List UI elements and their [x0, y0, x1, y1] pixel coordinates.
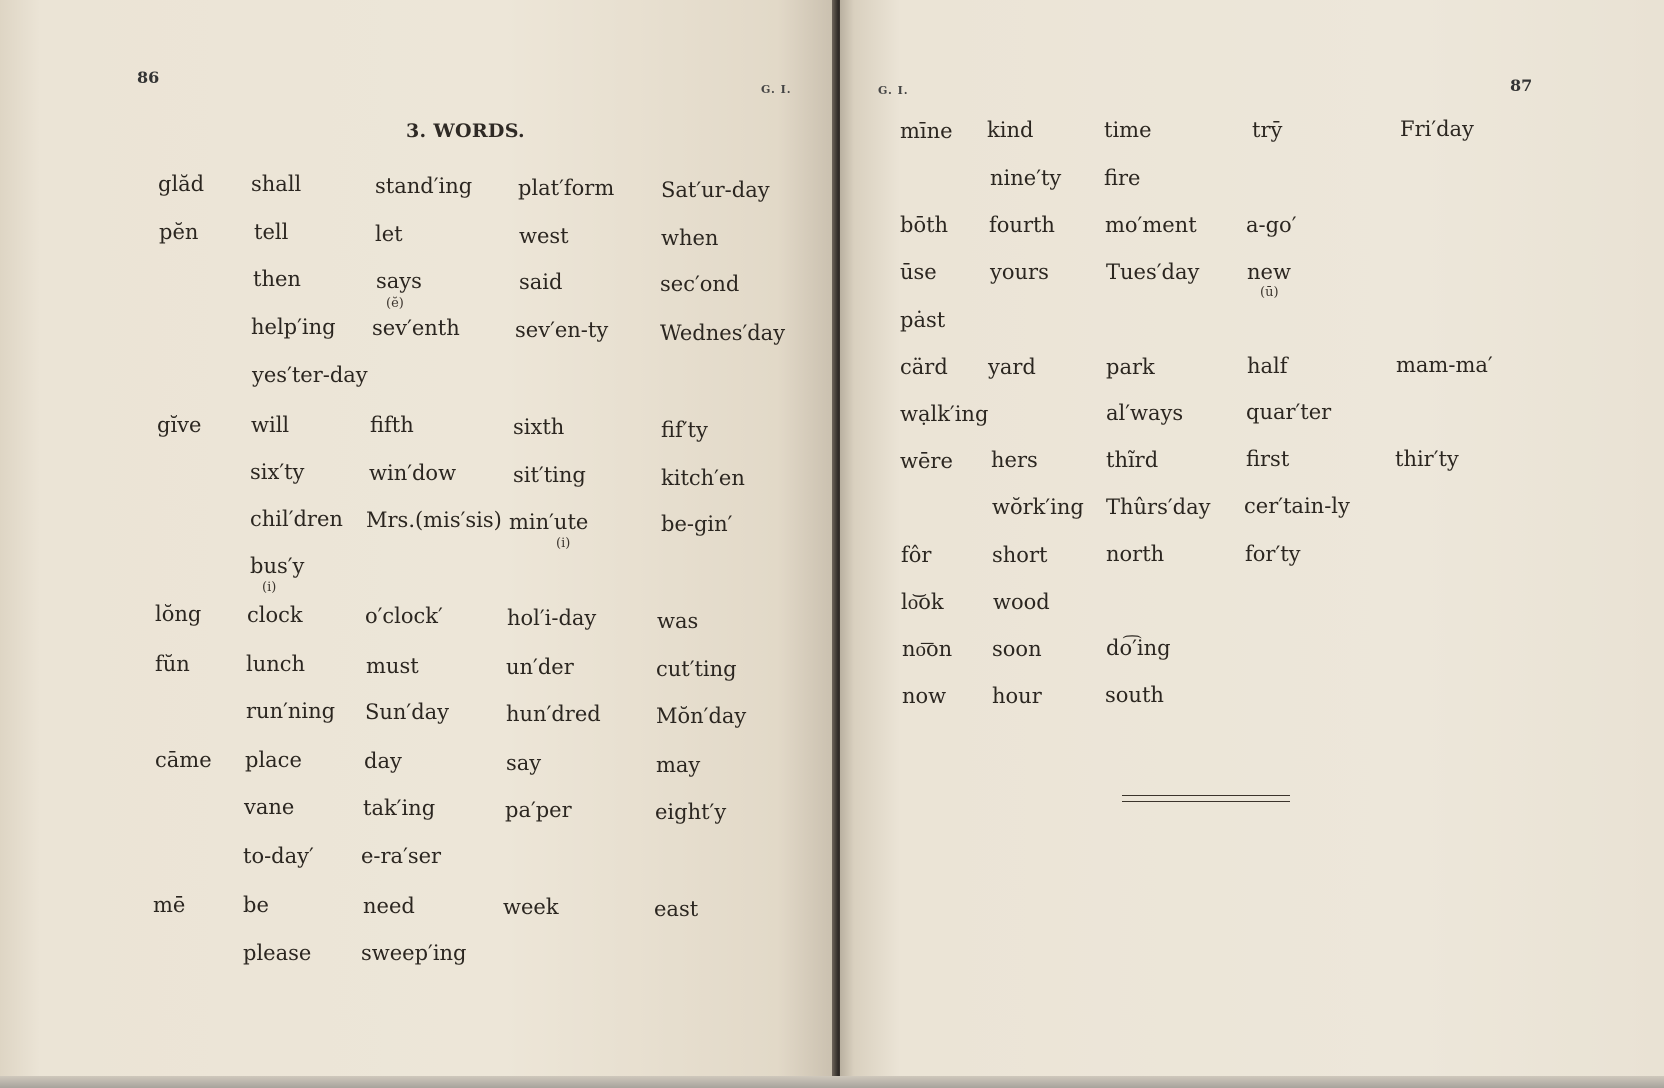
word: need [363, 894, 415, 918]
word: thir′ty [1395, 447, 1459, 471]
word: new [1247, 260, 1291, 284]
word: a-go′ [1246, 213, 1297, 237]
word: wood [993, 590, 1050, 614]
word: cärd [900, 355, 948, 379]
word: stand′ing [375, 174, 473, 198]
word: yard [988, 355, 1036, 379]
word: tell [254, 220, 289, 244]
page-number-right: 87 [1510, 76, 1533, 95]
word: Mrs.(mis′sis) [366, 508, 502, 532]
word: chil′dren [250, 507, 343, 531]
word: thĩrd [1106, 448, 1159, 472]
word: hun′dred [506, 702, 601, 726]
word: kitch′en [661, 466, 745, 490]
signature-mark-right: G. I. [878, 84, 909, 97]
word: fifth [370, 413, 414, 437]
word: un′der [506, 655, 574, 679]
word: sit′ting [513, 463, 586, 487]
word: sec′ond [660, 272, 740, 296]
word: win′dow [369, 461, 457, 485]
word: park [1106, 355, 1155, 379]
word: pa′per [505, 798, 572, 822]
scanner-bed-edge [0, 1076, 1664, 1088]
word: west [519, 224, 569, 248]
pronunciation-mark: (i) [262, 580, 277, 595]
word: eight′y [655, 800, 727, 824]
word: pĕn [159, 220, 199, 244]
word: yours [990, 260, 1049, 284]
word: sev′en-ty [515, 318, 609, 342]
word: half [1247, 354, 1288, 378]
word: wēre [900, 449, 953, 473]
word: mo′ment [1105, 213, 1197, 237]
word: hol′i-day [507, 606, 597, 630]
word: quar′ter [1246, 400, 1332, 424]
word: place [245, 748, 302, 772]
word: sixth [513, 415, 565, 439]
word: week [503, 895, 559, 919]
word: now [902, 684, 947, 708]
word: for′ty [1245, 542, 1301, 566]
word: tak′ing [363, 796, 436, 820]
word: bōth [900, 213, 949, 237]
word: run′ning [246, 699, 336, 723]
word: south [1105, 683, 1164, 707]
word: says [376, 269, 422, 293]
word: wạlk′ing [900, 402, 989, 426]
word: wŏrk′ing [992, 495, 1084, 519]
word: min′ute [509, 510, 589, 534]
word: time [1104, 118, 1152, 142]
word: will [251, 413, 290, 437]
word: mē [153, 893, 186, 917]
right-page [840, 0, 1664, 1088]
word: first [1246, 447, 1290, 471]
word: help′ing [251, 315, 336, 339]
word: Mŏn′day [656, 704, 747, 728]
word: said [519, 270, 563, 294]
word: fôr [901, 543, 932, 567]
word: no͞on [902, 637, 953, 661]
word: hour [992, 684, 1042, 708]
word: was [657, 609, 699, 633]
word: then [253, 267, 301, 291]
word: lŏng [155, 602, 202, 626]
word: when [661, 226, 719, 250]
word: ūse [900, 260, 937, 284]
word: Sun′day [365, 700, 450, 724]
word: nine′ty [990, 166, 1062, 190]
word: glăd [158, 172, 205, 196]
word: lo͝ok [901, 590, 944, 614]
word: Wednes′day [660, 321, 786, 345]
word: short [992, 543, 1048, 567]
word: to-day′ [243, 844, 314, 868]
word: clock [247, 603, 303, 627]
word: north [1106, 542, 1165, 566]
word: Thûrs′day [1106, 495, 1211, 519]
word: cer′tain-ly [1244, 494, 1350, 518]
word: trȳ [1252, 118, 1283, 142]
word: vane [244, 795, 295, 819]
word: mam-ma′ [1396, 353, 1493, 377]
word: fourth [989, 213, 1055, 237]
word: east [654, 897, 699, 921]
word: cāme [155, 748, 212, 772]
page-number-left: 86 [137, 68, 160, 87]
double-rule-divider [1122, 795, 1290, 802]
word: six′ty [250, 460, 305, 484]
signature-mark-left: G. I. [761, 83, 792, 96]
word: day [364, 749, 402, 773]
pronunciation-mark: (ĕ) [386, 296, 404, 311]
word: shall [251, 172, 302, 196]
word: mīne [900, 119, 953, 143]
word: plat′form [518, 176, 615, 200]
word: bus′y [250, 554, 305, 578]
word: Fri′day [1400, 117, 1474, 141]
word: Tues′day [1106, 260, 1200, 284]
word: sweep′ing [361, 941, 467, 965]
word: lunch [246, 652, 306, 676]
word: sev′enth [372, 316, 460, 340]
word: fif′ty [661, 418, 708, 442]
section-heading: 3. WORDS. [406, 120, 525, 142]
word: hers [991, 448, 1038, 472]
word: fire [1104, 166, 1141, 190]
word: kind [987, 118, 1034, 142]
word: fŭn [155, 652, 190, 676]
word: gĭve [157, 413, 202, 437]
word: yes′ter-day [252, 363, 368, 387]
word: cut′ting [656, 657, 737, 681]
pronunciation-mark: (ū) [1260, 285, 1279, 300]
word: al′ways [1106, 401, 1184, 425]
word: must [366, 654, 419, 678]
word: do͡′ing [1106, 636, 1171, 660]
word: let [375, 222, 403, 246]
pronunciation-mark: (i) [556, 536, 571, 551]
word: pȧst [900, 308, 946, 332]
word: please [243, 941, 312, 965]
word: be [243, 893, 269, 917]
word: may [656, 753, 701, 777]
word: soon [992, 637, 1042, 661]
word: Sat′ur-day [661, 178, 770, 202]
word: be-gin′ [661, 512, 733, 536]
word: o′clock′ [365, 604, 443, 628]
word: say [506, 751, 542, 775]
word: e-ra′ser [361, 844, 442, 868]
